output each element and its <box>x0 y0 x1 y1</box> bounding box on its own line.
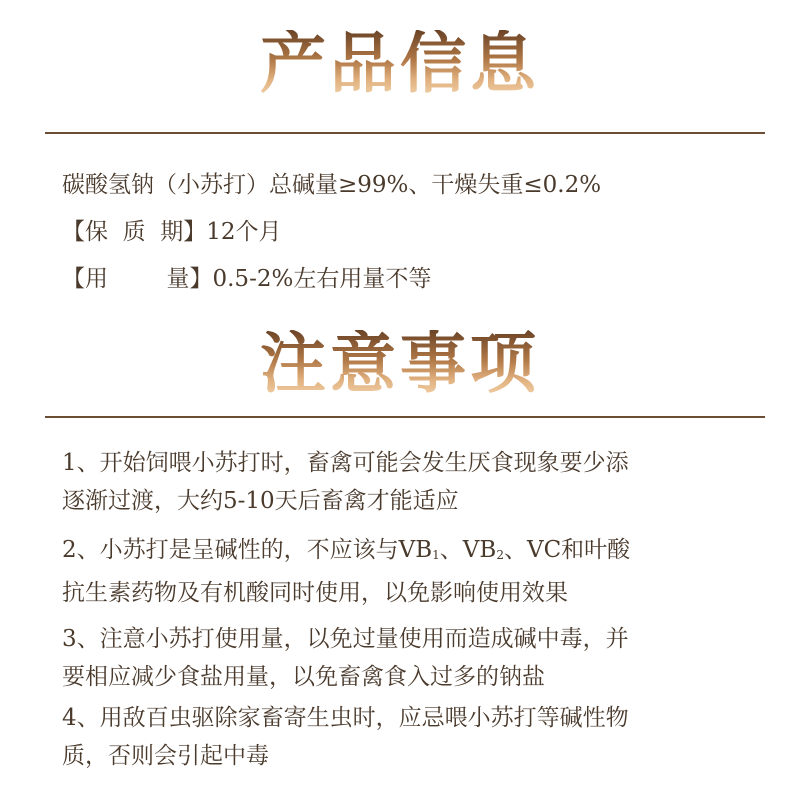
divider <box>45 416 765 418</box>
divider <box>45 132 765 134</box>
precautions-title: 注意事项 <box>0 330 800 396</box>
precaution-text: 要相应减少食盐用量，以免畜禽食入过多的钠盐 <box>62 664 545 690</box>
precaution-text: 3、注意小苏打使用量，以免过量使用而造成碱中毒，并 <box>62 626 629 652</box>
precaution-text: 抗生素药物及有机酸同时使用，以免影响使用效果 <box>62 580 568 606</box>
precaution-text <box>62 531 742 574</box>
precaution-text-part: 2、小苏打是呈碱性的，不应该与VB <box>62 537 433 563</box>
precaution-item <box>62 620 742 696</box>
subscript: 2 <box>496 548 504 562</box>
precaution-item <box>62 699 742 775</box>
precaution-text: 4、用敌百虫驱除家畜寄生虫时，应忌喂小苏打等碱性物 <box>62 705 629 731</box>
precaution-text: 1、开始饲喂小苏打时，畜禽可能会发生厌食现象要少添 <box>62 450 629 476</box>
composition-line: 碳酸氢钠（小苏打）总碱量≥99%、干燥失重≤0.2% <box>62 172 602 198</box>
shelf-life-line: 【保 质 期】12个月 <box>62 219 282 245</box>
precaution-text: 质，否则会引起中毒 <box>62 743 269 769</box>
precaution-text-part: 、VB <box>439 537 497 563</box>
product-info-title: 产品信息 <box>0 30 800 96</box>
dosage-line: 【用 量】0.5-2%左右用量不等 <box>62 266 432 292</box>
precaution-text: 逐渐过渡，大约5-10天后畜禽才能适应 <box>62 488 459 514</box>
precaution-text-part: 、VC和叶酸 <box>503 537 631 563</box>
subscript: 1 <box>432 548 440 562</box>
precaution-item <box>62 444 742 520</box>
precaution-item <box>62 531 742 612</box>
